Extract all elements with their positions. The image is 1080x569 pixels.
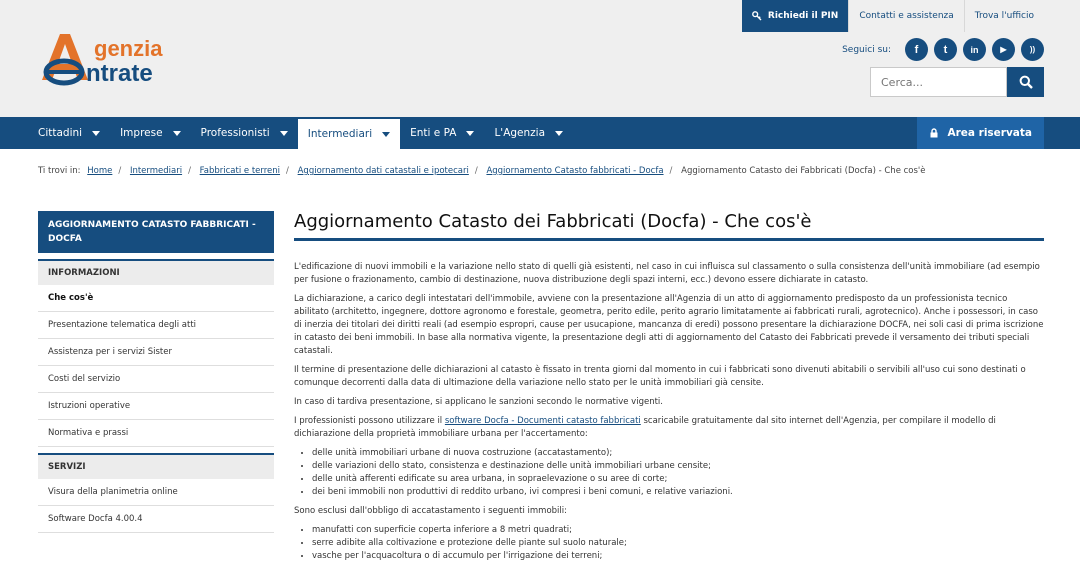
paragraph-6: Sono esclusi dall'obbligo di accatastamento i seguenti immobili: <box>294 506 567 516</box>
list-item: • delle variazioni dello stato, consistenza e destinazione delle unità immobiliari urbane censite; <box>312 460 1044 473</box>
sidebar-section-informazioni: INFORMAZIONI <box>38 259 274 285</box>
list-item: • serre adibite alla coltivazione e protezione delle piante sul suolo naturale; <box>312 537 1044 550</box>
sidebar-item-assistenza[interactable]: Assistenza per i servizi Sister <box>38 339 274 366</box>
list-item: • dei beni immobili non produttivi di reddito urbano, ivi compresi i beni comuni, e relative variazioni. <box>312 486 1044 499</box>
key-icon <box>752 11 762 21</box>
breadcrumb-current: Aggiornamento Catasto dei Fabbricati (Docfa) - Che cos'è <box>681 166 926 176</box>
nav-agenzia-label: L'Agenzia <box>494 127 546 139</box>
sidebar-item-che-cose[interactable]: Che cos'è <box>38 285 274 312</box>
lock-icon <box>929 128 939 138</box>
richiedi-pin-button[interactable] <box>742 0 848 32</box>
nav-imprese-label: Imprese <box>120 127 163 139</box>
sidebar-item-normativa[interactable]: Normativa e prassi <box>38 420 274 447</box>
nav-professionisti-label: Professionisti <box>200 127 270 139</box>
main-navigation <box>0 117 1080 149</box>
sidebar-item-software-docfa[interactable]: Software Docfa 4.00.4 <box>38 506 274 533</box>
chevron-down-icon <box>92 131 100 136</box>
breadcrumb-prefix: Ti trovi in: <box>38 166 81 176</box>
chevron-down-icon <box>280 131 288 136</box>
sidebar-section-servizi: SERVIZI <box>38 453 274 479</box>
breadcrumb-home[interactable]: Home <box>87 166 113 176</box>
paragraph-1: L'edificazione di nuovi immobili e la variazione nello stato di quelli già esistenti, nel caso in cui influisca sul classamento o sulla consistenza dell'unità immobiliare (ad esempio per fusione o frazionamento, cambio di destinazione, nuova distribuzione degli spazi interni, ecc.) devono essere dichiarate in catasto. <box>294 262 1040 285</box>
agenzia-entrate-logo[interactable] <box>38 30 208 86</box>
esclusi-list <box>312 524 1044 563</box>
paragraph-5-text-b: scaricabile gratuitamente dal sito internet dell'Agenzia, per compilare il modello di dichiarazione della proprietà immobiliare urbana per l'accertamento: <box>294 416 996 439</box>
software-docfa-link[interactable]: software Docfa - Documenti catasto fabbricati <box>444 416 641 426</box>
nav-cittadini-label: Cittadini <box>38 127 83 139</box>
nav-agenzia[interactable] <box>484 117 573 149</box>
nav-intermediari-label: Intermediari <box>307 128 373 140</box>
area-riservata-button[interactable] <box>917 117 1044 149</box>
nav-intermediari[interactable] <box>298 119 400 149</box>
logo-text-line2: ntrate <box>86 60 153 87</box>
search-icon <box>1019 75 1033 89</box>
main-content <box>294 211 1044 569</box>
chevron-down-icon <box>382 132 390 137</box>
facebook-icon[interactable]: f <box>905 38 928 61</box>
sidebar-item-visura[interactable]: Visura della planimetria online <box>38 479 274 506</box>
sidebar <box>38 211 274 533</box>
paragraph-5-text-a: I professionisti possono utilizzare il <box>294 416 445 426</box>
paragraph-3: Il termine di presentazione delle dichiarazioni al catasto è fissato in trenta giorni dal momento in cui i fabbricati sono divenuti abitabili o servibili all'uso cui sono destinati o comunque decorrenti dalla data di ultimazione della variazione nello stato per le unità immobiliari già censite. <box>294 365 1026 388</box>
search-form <box>870 67 1044 97</box>
breadcrumb-aggiornamento-dati[interactable]: Aggiornamento dati catastali e ipotecari <box>297 166 469 176</box>
trova-ufficio-link[interactable]: Trova l'ufficio <box>964 0 1044 32</box>
paragraph-4: In caso di tardiva presentazione, si applicano le sanzioni secondo le normative vigenti. <box>294 397 663 407</box>
page-title: Aggiornamento Catasto dei Fabbricati (Docfa) - Che cos'è <box>294 211 1044 241</box>
breadcrumb-fabbricati-terreni[interactable]: Fabbricati e terreni <box>199 166 281 176</box>
social-label: Seguici su: <box>842 44 891 55</box>
utility-links <box>742 0 1044 32</box>
nav-enti-pa-label: Enti e PA <box>410 127 457 139</box>
nav-cittadini[interactable] <box>28 117 110 149</box>
sidebar-header: AGGIORNAMENTO CATASTO FABBRICATI - DOCFA <box>38 211 274 253</box>
logo-text-line1: genzia <box>94 36 163 61</box>
nav-imprese[interactable] <box>110 117 190 149</box>
search-input[interactable] <box>870 67 1007 97</box>
breadcrumb-intermediari[interactable]: Intermediari <box>129 166 183 176</box>
breadcrumb-catasto-docfa[interactable]: Aggiornamento Catasto fabbricati - Docfa <box>486 166 664 176</box>
paragraph-5 <box>294 415 1044 441</box>
search-button[interactable] <box>1007 67 1044 97</box>
richiedi-pin-label: Richiedi il PIN <box>767 11 839 21</box>
chevron-down-icon <box>555 131 563 136</box>
list-item: • delle unità immobiliari urbane di nuova costruzione (accatastamento); <box>312 447 1044 460</box>
breadcrumb: Ti trovi in: Home / Intermediari / Fabbricati e terreni / Aggiornamento dati catastali e ipotecari / Aggiornamento Catasto fabbricati - Docfa / Aggiornamento Catasto dei Fabbricati (Docfa) - Che cos'è <box>38 166 926 176</box>
social-bar <box>842 38 1044 61</box>
list-item: • manufatti con superficie coperta inferiore a 8 metri quadrati; <box>312 524 1044 537</box>
nav-enti-pa[interactable] <box>400 117 484 149</box>
chevron-down-icon <box>466 131 474 136</box>
accertamento-list <box>312 447 1044 499</box>
linkedin-icon[interactable]: in <box>963 38 986 61</box>
twitter-icon[interactable]: t <box>934 38 957 61</box>
youtube-icon[interactable]: ▶ <box>992 38 1015 61</box>
contatti-link[interactable]: Contatti e assistenza <box>848 0 963 32</box>
list-item: • delle unità afferenti edificate su area urbana, in sopraelevazione o su aree di corte; <box>312 473 1044 486</box>
area-riservata-label: Area riservata <box>947 127 1032 139</box>
article-body <box>294 261 1044 563</box>
logo-graphic <box>38 30 208 86</box>
sidebar-item-istruzioni[interactable]: Istruzioni operative <box>38 393 274 420</box>
paragraph-2: La dichiarazione, a carico degli intestatari dell'immobile, avviene con la presentazione all'Agenzia di un atto di aggiornamento predisposto da un professionista tecnico abilitato (architetto, ingegnere, dottore agronomo e forestale, geometra, perito edile, perito agrario limitatamente ai fabbricati rurali, agrotecnico). Anche i possessori, in caso di inerzia dei titolari dei diritti reali (ad esempio espropri, cause per usucapione, mancanza di eredi) possono presentare la dichiarazione DOCFA, nei soli casi di prima iscrizione in catasto dei beni immobili. In base alla normativa vigente, la presentazione degli atti di aggiornamento del Catasto dei Fabbricati prevede il versamento dei tributi speciali catastali. <box>294 294 1044 356</box>
site-header <box>0 0 1080 117</box>
sidebar-item-costi[interactable]: Costi del servizio <box>38 366 274 393</box>
nav-professionisti[interactable] <box>191 117 298 149</box>
list-item: • vasche per l'acquacoltura o di accumulo per l'irrigazione dei terreni; <box>312 550 1044 563</box>
sidebar-item-presentazione[interactable]: Presentazione telematica degli atti <box>38 312 274 339</box>
rss-icon[interactable]: )) <box>1021 38 1044 61</box>
chevron-down-icon <box>173 131 181 136</box>
